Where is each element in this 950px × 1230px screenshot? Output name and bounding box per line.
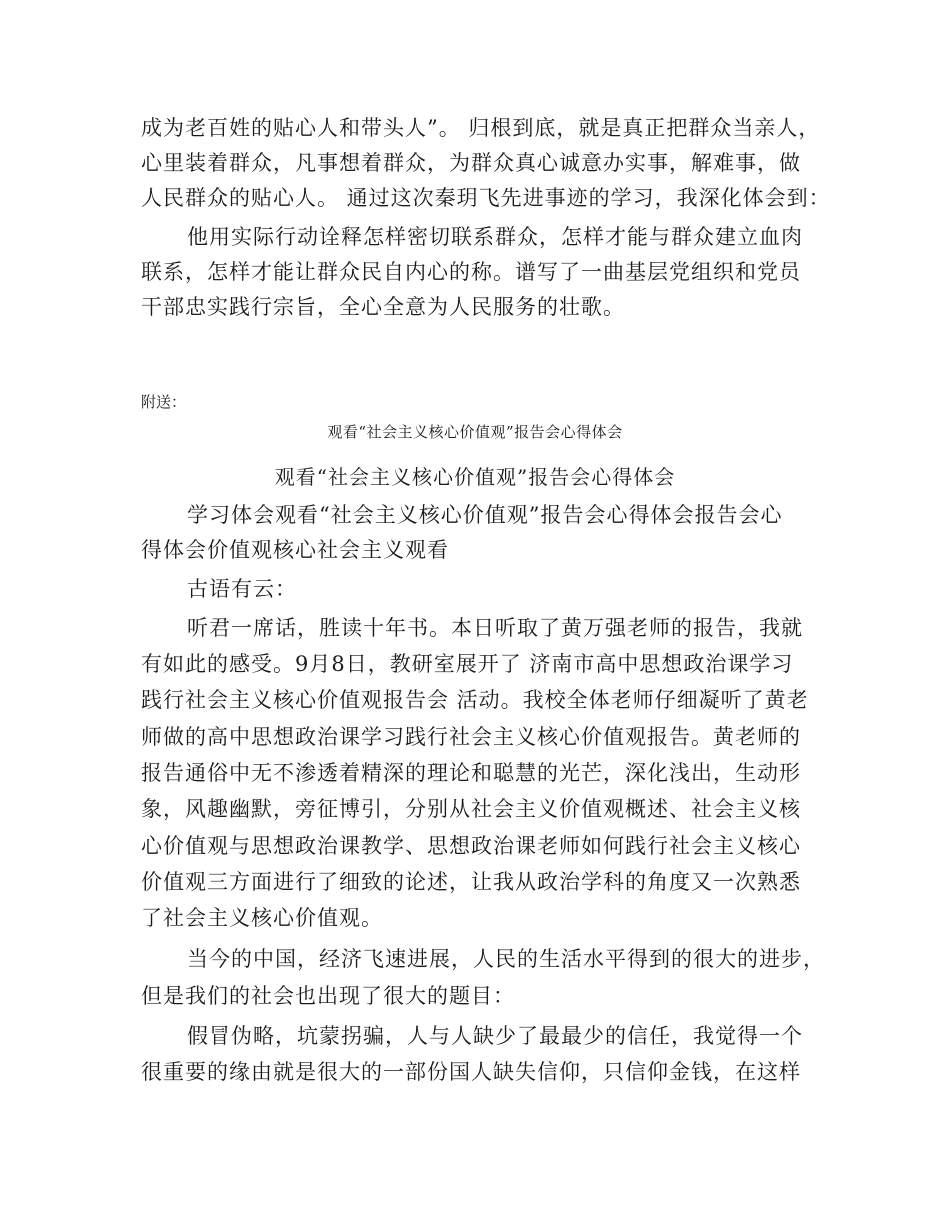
text-line: 有如此的感受。9月8日，教研室展开了 济南市高中思想政治课学习 [141,652,794,676]
text-line: 但是我们的社会也出现了很大的题目： [141,984,515,1008]
text-line: 了社会主义核心价值观。 [141,906,383,930]
text-line: 当今的中国，经济飞速进展，人民的生活水平得到的很大的进步， [187,947,825,971]
text-line: 得体会价值观核心社会主义观看 [141,538,449,562]
text-line: 很重要的缘由就是很大的一部份国人缺失信仰，只信仰金钱，在这样 [141,1060,801,1084]
text-line: 联系，怎样才能让群众民自内心的称。谱写了一曲基层党组织和党员 [141,260,801,284]
text-line: 假冒伪略，坑蒙拐骗，人与人缺少了最最少的信任，我觉得一个 [187,1024,803,1048]
article-title: 观看“社会主义核心价值观”报告会心得体会 [274,465,676,489]
text-line: 践行社会主义核心价值观报告会 活动。我校全体老师仔细凝听了黄老 [141,688,809,712]
appendix-label: 附送： [141,393,187,411]
text-line: 他用实际行动诠释怎样密切联系群众，怎样才能与群众建立血肉 [187,225,803,249]
text-line: 干部忠实践行宗旨，全心全意为人民服务的壮歌。 [141,295,625,319]
text-line: 听君一席话，胜读十年书。本日听取了黄万强老师的报告，我就 [187,616,803,640]
appendix-subtitle: 观看“社会主义核心价值观”报告会心得体会 [327,423,623,441]
text-line: 人民群众的贴心人。 通过这次秦玥飞先进事迹的学习，我深化体会到： [141,186,831,210]
text-line: 成为老百姓的贴心人和带头人”。 归根到底，就是真正把群众当亲人， [141,116,821,140]
text-line: 古语有云： [187,577,297,601]
text-line: 学习体会观看“社会主义核心价值观”报告会心得体会报告会心 [187,503,783,527]
text-line: 师做的高中思想政治课学习践行社会主义核心价值观报告。黄老师的 [141,725,801,749]
text-line: 象，风趣幽默，旁征博引，分别从社会主义价值观概述、社会主义核 [141,797,801,821]
text-line: 心价值观与思想政治课教学、思想政治课老师如何践行社会主义核心 [141,834,801,858]
text-line: 心里装着群众，凡事想着群众，为群众真心诚意办实事，解难事，做 [141,151,801,175]
text-line: 价值观三方面进行了细致的论述，让我从政治学科的角度又一次熟悉 [141,870,801,894]
text-line: 报告通俗中无不渗透着精深的理论和聪慧的光芒，深化浅出，生动形 [141,761,801,785]
